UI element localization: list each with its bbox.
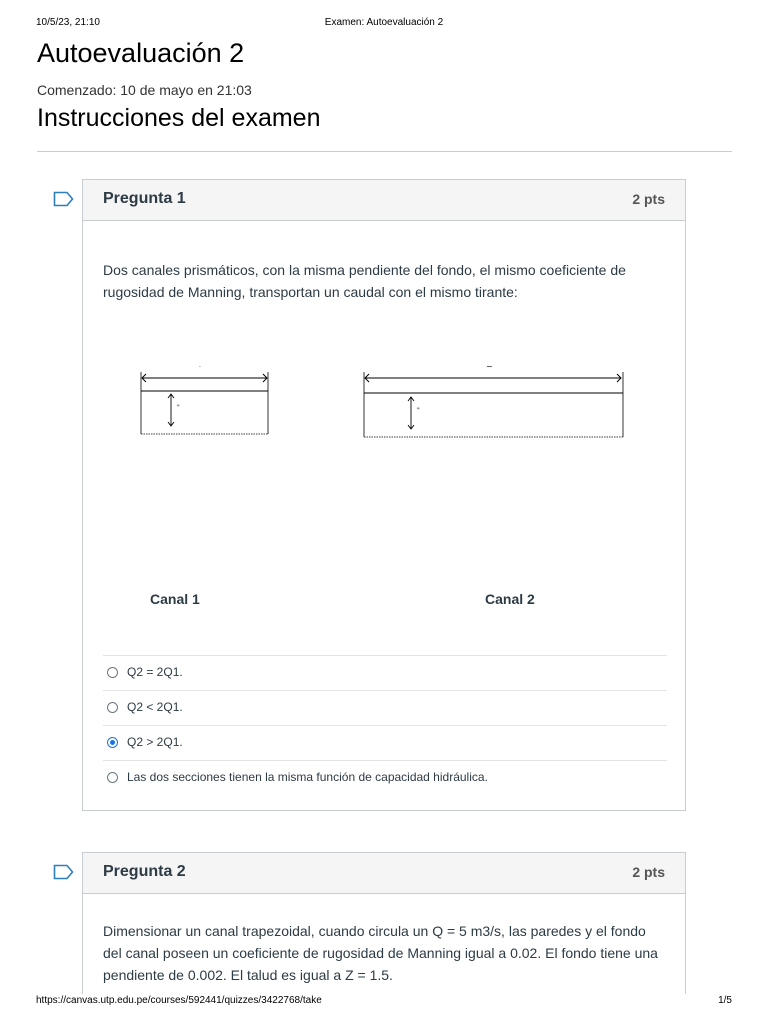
answer-list [103,655,667,795]
print-title: Examen: Autoevaluación 2 [324,17,444,28]
question-1 [82,179,686,811]
question-2 [82,852,686,994]
radio-button-selected-icon[interactable] [107,737,118,748]
question-name: Pregunta 2 [103,863,186,880]
radio-button-icon[interactable] [107,667,118,678]
answer-option-2[interactable] [103,690,667,725]
divider [37,151,732,152]
radio-button-icon[interactable] [107,772,118,783]
question-points: 2 pts [632,864,665,880]
print-datetime: 10/5/23, 21:10 [36,17,100,28]
answer-option-3[interactable] [103,725,667,760]
answer-option-4[interactable] [103,760,667,795]
flag-question-icon[interactable] [53,864,74,880]
answer-label[interactable]: Q2 > 2Q1. [127,735,183,749]
question-header [83,853,685,894]
quiz-started-time: Comenzado: 10 de mayo en 21:03 [37,82,252,98]
canal1-depth-mark: " [177,404,180,411]
answer-label[interactable]: Q2 < 2Q1. [127,700,183,714]
answer-option-1[interactable] [103,655,667,690]
instructions-title: Instrucciones del examen [37,104,321,132]
canal-1-label: Canal 1 [150,591,200,607]
question-text: Dimensionar un canal trapezoidal, cuando circula un Q = 5 m3/s, las paredes y el fondo del canal poseen un coeficiente de rugosidad de Manning igual a 0.02. El fondo tiene una pendiente de 0.002. El talud es igual a Z = 1.5. [103,923,658,983]
answer-label[interactable]: Q2 = 2Q1. [127,665,183,679]
canal-2-label: Canal 2 [485,591,535,607]
question-header [83,180,685,221]
print-page-number: 1/5 [718,995,732,1006]
question-name: Pregunta 1 [103,190,186,207]
canal2-width-mark: ~ [486,362,493,371]
print-url: https://canvas.utp.edu.pe/courses/592441/quizzes/3422768/take [36,995,322,1006]
canal2-depth-mark: " [417,407,420,414]
radio-button-icon[interactable] [107,702,118,713]
question-text: Dos canales prismáticos, con la misma pendiente del fondo, el mismo coeficiente de rugosidad de Manning, transportan un caudal con el mismo tirante: [103,262,626,300]
canal-diagram [133,358,633,440]
question-points: 2 pts [632,191,665,207]
flag-question-icon[interactable] [53,191,74,207]
quiz-title: Autoevaluación 2 [37,38,245,68]
answer-label[interactable]: Las dos secciones tienen la misma función de capacidad hidráulica. [127,770,488,784]
canal1-width-mark: · [199,364,201,371]
